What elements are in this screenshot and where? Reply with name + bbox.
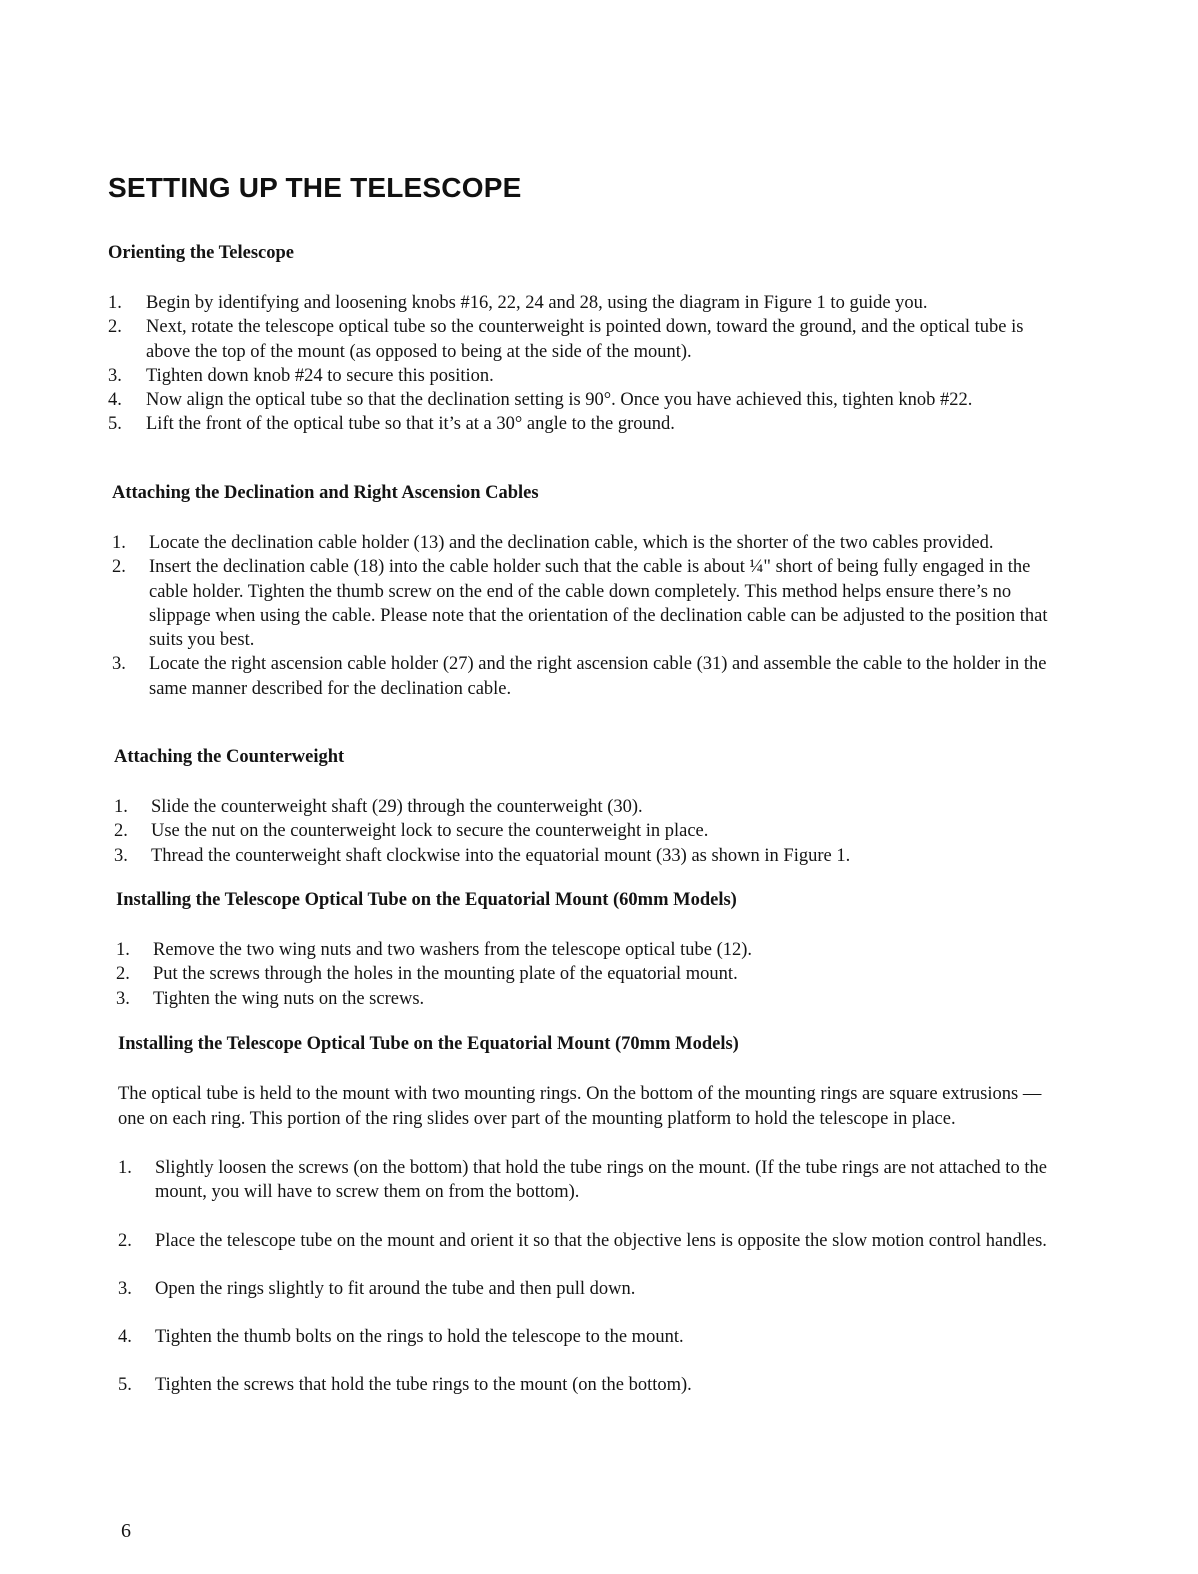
list-item	[108, 388, 1068, 412]
section-install-70mm	[118, 1033, 1068, 1422]
section-counterweight	[114, 746, 1068, 868]
step-number: 1.	[108, 293, 122, 313]
step-text: Thread the counterweight shaft clockwise into the equatorial mount (33) as shown in Figure 1.	[151, 845, 851, 866]
section-intro: The optical tube is held to the mount with two mounting rings. On the bottom of the mounting rings are square extrusions — one on each ring. This portion of the ring slides over part of the mounting platform to hold the telescope in place.	[118, 1084, 1042, 1129]
step-number: 2.	[116, 964, 130, 985]
list-item	[114, 795, 1068, 819]
step-number: 1.	[118, 1158, 132, 1178]
list-item	[118, 1325, 1068, 1349]
list-item	[108, 412, 1068, 436]
section-heading: Installing the Telescope Optical Tube on the Equatorial Mount (70mm Models)	[118, 1034, 739, 1054]
step-number: 2.	[118, 1230, 132, 1251]
step-number: 4.	[108, 390, 122, 411]
step-text: Insert the declination cable (18) into the cable holder such that the cable is about ¼" short of being fully engaged in the cable holder. Tighten the thumb screw on the end of the cable down completely. This method helps ensure there’s no slippage when using the cable. Please note that the orientation of the declination cable can be adjusted to the position that suits you best.	[149, 557, 1048, 651]
list-item	[114, 819, 1068, 843]
page-number: 6	[121, 1520, 131, 1542]
step-text: Now align the optical tube so that the declination setting is 90°. Once you have achieved this, tighten knob #22.	[146, 390, 973, 411]
step-text: Put the screws through the holes in the mounting plate of the equatorial mount.	[153, 964, 738, 985]
list-item	[118, 1156, 1068, 1205]
step-number: 2.	[112, 557, 126, 578]
section-heading: Attaching the Declination and Right Ascension Cables	[112, 483, 539, 503]
step-number: 4.	[118, 1327, 132, 1348]
step-text: Place the telescope tube on the mount and orient it so that the objective lens is opposite the slow motion control handles.	[155, 1230, 1047, 1251]
step-number: 3.	[108, 365, 122, 386]
step-text: Locate the right ascension cable holder (27) and the right ascension cable (31) and assemble the cable to the holder in the same manner described for the declination cable.	[149, 654, 1047, 699]
step-number: 1.	[112, 533, 126, 553]
section-heading: Orienting the Telescope	[108, 243, 295, 263]
step-text: Tighten the thumb bolts on the rings to hold the telescope to the mount.	[155, 1327, 684, 1348]
list-item	[116, 962, 1068, 986]
list-item	[118, 1229, 1068, 1253]
section-install-60mm	[116, 889, 1068, 1011]
step-text: Use the nut on the counterweight lock to secure the counterweight in place.	[151, 821, 709, 842]
step-text: Lift the front of the optical tube so that it’s at a 30° angle to the ground.	[146, 414, 675, 435]
list-item	[118, 1277, 1068, 1301]
step-number: 2.	[114, 821, 128, 842]
step-text: Tighten the wing nuts on the screws.	[153, 988, 425, 1009]
section-declination-ra-cables	[112, 482, 1068, 701]
list-item	[112, 555, 1068, 652]
step-text: Tighten down knob #24 to secure this position.	[146, 365, 494, 386]
list-item	[116, 987, 1068, 1011]
step-text: Remove the two wing nuts and two washers from the telescope optical tube (12).	[153, 940, 753, 960]
list-item	[116, 938, 1068, 962]
list-item	[108, 291, 1068, 315]
step-number: 3.	[118, 1278, 132, 1299]
step-number: 1.	[114, 797, 128, 817]
step-text: Next, rotate the telescope optical tube so the counterweight is pointed down, toward the ground, and the optical tube is above the top of the mount (as opposed to being at the side of the mount).	[146, 317, 1024, 362]
list-item	[112, 652, 1068, 701]
step-number: 5.	[108, 414, 122, 435]
step-text: Locate the declination cable holder (13) and the declination cable, which is the shorter of the two cables provided.	[149, 533, 994, 553]
steps-list	[108, 291, 1068, 437]
list-item	[112, 531, 1068, 555]
list-item	[114, 844, 1068, 868]
step-number: 3.	[116, 988, 130, 1009]
page-title: SETTING UP THE TELESCOPE	[108, 172, 522, 203]
step-text: Slightly loosen the screws (on the bottom) that hold the tube rings on the mount. (If the tube rings are not attached to the mount, you will have to screw them on from the bottom).	[155, 1158, 1047, 1203]
step-number: 1.	[116, 940, 130, 960]
step-text: Open the rings slightly to fit around the tube and then pull down.	[155, 1278, 636, 1299]
list-item	[118, 1373, 1068, 1397]
section-heading: Attaching the Counterweight	[114, 747, 345, 767]
step-text: Slide the counterweight shaft (29) through the counterweight (30).	[151, 797, 643, 817]
step-number: 3.	[112, 654, 126, 675]
list-item	[108, 364, 1068, 388]
list-item	[108, 315, 1068, 364]
step-text: Begin by identifying and loosening knobs #16, 22, 24 and 28, using the diagram in Figure 1 to guide you.	[146, 293, 928, 313]
section-heading: Installing the Telescope Optical Tube on the Equatorial Mount (60mm Models)	[116, 890, 737, 910]
step-number: 5.	[118, 1375, 132, 1396]
step-number: 2.	[108, 317, 122, 338]
step-text: Tighten the screws that hold the tube rings to the mount (on the bottom).	[155, 1375, 692, 1396]
steps-list	[118, 1156, 1068, 1398]
steps-list	[114, 795, 1068, 868]
steps-list	[112, 531, 1068, 701]
section-orienting-telescope	[108, 242, 1068, 437]
step-number: 3.	[114, 845, 128, 866]
steps-list	[116, 938, 1068, 1011]
